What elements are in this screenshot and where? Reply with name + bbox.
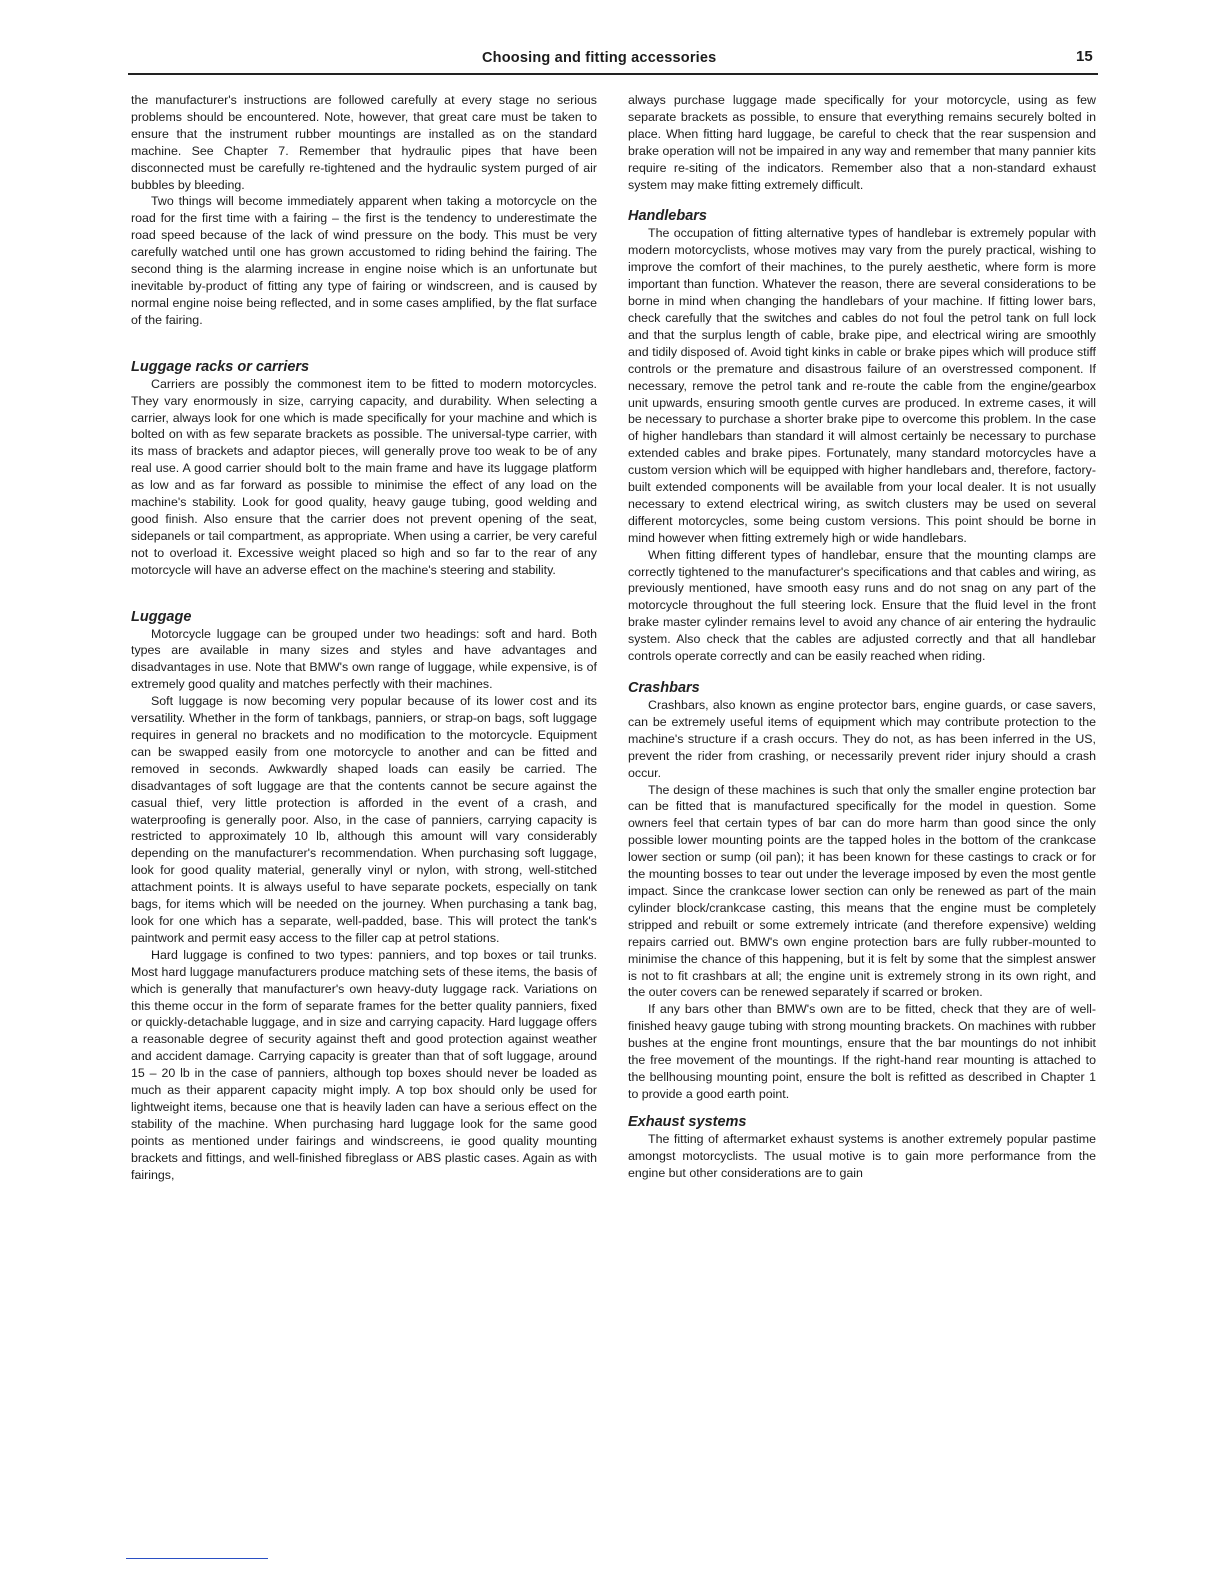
heading-crashbars: Crashbars: [628, 680, 700, 696]
running-header-title: Choosing and fitting accessories: [482, 50, 717, 66]
paragraph-exhaust-intro: The fitting of aftermarket exhaust systems is another extremely popular pastime amongst motorcyclists. The usual motive is to gain more performance from the engine but other considerations are to gain: [628, 1131, 1096, 1180]
header-rule: [128, 73, 1098, 75]
paragraph-hard-luggage: Hard luggage is confined to two types: panniers, and top boxes or tail trunks. Most hard luggage manufacturers produce matching sets of these items, the basis of which is generally that manufacturer's own heavy-duty luggage rack. Variations on this theme occur in the form of separate frames for the better quality panniers, fixed or quickly-detachable luggage, and in size and carrying capacity. Hard luggage offers a reasonable degree of security against theft and good protection against weather and accident damage. Carrying capacity is greater than that of soft luggage, around 15 – 20 lb in the case of panniers, although top boxes should never be loaded as much as their apparent capacity might imply. A top box should only be used for lightweight items, because one that is heavily laden can have a serious effect on the stability of the machine. When purchasing hard luggage look for the same good points as mentioned under fairings and windscreens, ie good quality mounting brackets and fittings, and well-finished fibreglass or ABS plastic cases. Again as with fairings,: [131, 947, 597, 1182]
paragraph-luggage-continued: always purchase luggage made specifically for your motorcycle, using as few separate brackets as possible, to ensure that everything remains securely bolted in place. When fitting hard luggage, be careful to check that the rear suspension and brake operation will not be impaired in any way and remember that many pannier kits require re-siting of the indicators. Remember also that a non-standard exhaust system may make fitting extremely difficult.: [628, 93, 1096, 192]
paragraph-fairing-instructions: the manufacturer's instructions are followed carefully at every stage no serious problems should be encountered. Note, however, that great care must be taken to ensure that the instrument rubber mountings are installed as on the standard machine. See Chapter 7. Remember that hydraulic pipes that have been disconnected must be carefully re-tightened and the hydraulic system purged of air bubbles by bleeding.: [131, 93, 597, 192]
paragraph-soft-luggage: Soft luggage is now becoming very popular because of its lower cost and its versatility. Whether in the form of tankbags, panniers, or strap-on bags, soft luggage requires in general no brackets and no modification to the motorcycle. Equipment can be swapped easily from one motorcycle to another and can be fitted and removed in seconds. Awkwardly shaped loads can easily be carried. The disadvantages of soft luggage are that the contents cannot be secure against the casual thief, very little protection is afforded in the event of a crash, and waterproofing is generally poor. Also, in the case of panniers, carrying capacity is restricted to approximately 10 lb, although this amount will vary considerably depending on the manufacturer's recommendation. When purchasing soft luggage, look for good quality material, generally vinyl or nylon, with strong, well-stitched attachment points. It is always useful to have separate pockets, especially on tank bags, for items which will be needed on the journey. When purchasing a tank bag, look for one which has a separate, well-padded, base. This will protect the tank's paintwork and permit easy access to the filler cap at petrol stations.: [131, 694, 597, 945]
paragraph-carriers: Carriers are possibly the commonest item to be fitted to modern motorcycles. They vary enormously in size, carrying capacity, and durability. When selecting a carrier, always look for one which is made specifically for your machine and which is bolted on with as few separate brackets as possible. The universal-type carrier, with its mass of brackets and adaptor pieces, will generally prove too weak to be of any real use. A good carrier should bolt to the main frame and have its luggage platform as low and as far forward as possible to minimise the effect of any load on the machine's stability. Look for good quality, heavy gauge tubing, good welding and good finish. Also ensure that the carrier does not prevent opening of the seat, sidepanels or tail compartment, as appropriate. When using a carrier, be very careful not to overload it. Excessive weight placed so high and so far to the rear of any motorcycle will have an adverse effect on the machine's steering and stability.: [131, 376, 597, 577]
heading-luggage: Luggage: [131, 608, 192, 625]
heading-handlebars: Handlebars: [628, 208, 707, 225]
heading-exhaust-systems: Exhaust systems: [628, 1113, 747, 1130]
paragraph-crashbars-design: The design of these machines is such that only the smaller engine protection bar can be fitted that is manufactured specifically for the model in question. Some owners feel that certain types of bar can do more harm than good since the only possible lower mounting points are the tapped holes in the bottom of the crankcase lower section or sump (oil pan); it has been known for these castings to crack or for the mounting bosses to tear out under the leverage imposed by even the most gentle impact. Since the crankcase lower section can only be renewed as part of the main cylinder block/crankcase casting, this means that the engine must be completely stripped and rebuilt or some extremely intricate (and therefore expensive) welding repairs carried out. BMW's own engine protection bars are fully rubber-mounted to minimise the chance of this happening, but it is felt by some that the simplest answer is not to fit crashbars at all; the engine unit is extremely strong in its own right, and the outer covers can be renewed separately if scarred or broken.: [628, 782, 1096, 1000]
heading-luggage-racks: Luggage racks or carriers: [131, 358, 310, 375]
paragraph-crashbars-fitting: If any bars other than BMW's own are to be fitted, check that they are of well-finished heavy gauge tubing with strong mounting brackets. On machines with rubber bushes at the engine front mountings, ensure that the bar mountings do not inhibit the free movement of the mountings. If the right-hand rear mounting is attached to the bellhousing mounting point, ensure the bolt is refitted as described in Chapter 1 to provide a good earth point.: [628, 1002, 1096, 1101]
paragraph-crashbars-intro: Crashbars, also known as engine protector bars, engine guards, or case savers, can be extremely useful items of equipment which may contribute protection to the machine's structure if a crash occurs. They do not, as has been inferred in the US, prevent the rider from crashing, or necessarily prevent rider injury should a crash occur.: [628, 698, 1096, 780]
right-column: [628, 92, 1096, 1181]
left-column: [131, 92, 597, 1183]
paragraph-handlebars-fitting: When fitting different types of handlebar, ensure that the mounting clamps are correctly tightened to the manufacturer's specifications and that cables and wiring, as previously mentioned, have smooth easy runs and do not snag on any part of the motorcycle throughout the full steering lock. Ensure that the fluid level in the front brake master cylinder remains level to avoid any chance of air entering the hydraulic system. Also check that the cables are adjusted correctly and that all handlebar controls operate correctly and can be easily reached when riding.: [628, 547, 1096, 664]
page-number: 15: [1076, 48, 1093, 65]
footnote-rule: [126, 1558, 268, 1559]
paragraph-handlebars-intro: The occupation of fitting alternative types of handlebar is extremely popular with modern motorcyclists, whose motives may vary from the purely practical, wishing to improve the comfort of their machines, to the purely aesthetic, where form is more important than function. Whatever the reason, there are several considerations to be borne in mind when changing the handlebars of your machine. If fitting lower bars, check carefully that the switches and cables do not foul the petrol tank on full lock and that the surplus length of cable, brake pipe, and electrical wiring are smoothly and tidily disposed of. Avoid tight kinks in cable or brake pipes which will produce stiff controls or the premature and disastrous failure of an overstressed component. If necessary, remove the petrol tank and re-route the cable from the engine/gearbox unit upwards, ensuring smooth gentle curves are produced. In extreme cases, it will be necessary to purchase a shorter brake pipe to overcome this problem. In the case of higher handlebars than standard it will almost certainly be necessary to purchase extended cables and brake pipes. Fortunately, many standard motorcycles have a custom version which will be equipped with higher handlebars and, therefore, factory-built extended components will be available from your local dealer. It is not usually necessary to extend electrical wiring, as switch clusters may be used on several different motorcycles, some being custom versions. This point should be borne in mind however when fitting extremely high or wide handlebars.: [628, 226, 1096, 545]
paragraph-fairing-effects: Two things will become immediately apparent when taking a motorcycle on the road for the first time with a fairing – the first is the tendency to underestimate the road speed because of the lack of wind pressure on the body. This must be very carefully watched until one has grown accustomed to riding behind the fairing. The second thing is the alarming increase in engine noise which is an unfortunate but inevitable by-product of fitting any type of fairing or windscreen, and is caused by normal engine noise being reflected, and in some cases amplified, by the flat surface of the fairing.: [131, 194, 597, 327]
paragraph-luggage-intro: Motorcycle luggage can be grouped under two headings: soft and hard. Both types are available in many sizes and styles and have advantages and disadvantages in use. Note that BMW's own range of luggage, while expensive, is of extremely good quality and matches perfectly with their machines.: [131, 626, 597, 692]
